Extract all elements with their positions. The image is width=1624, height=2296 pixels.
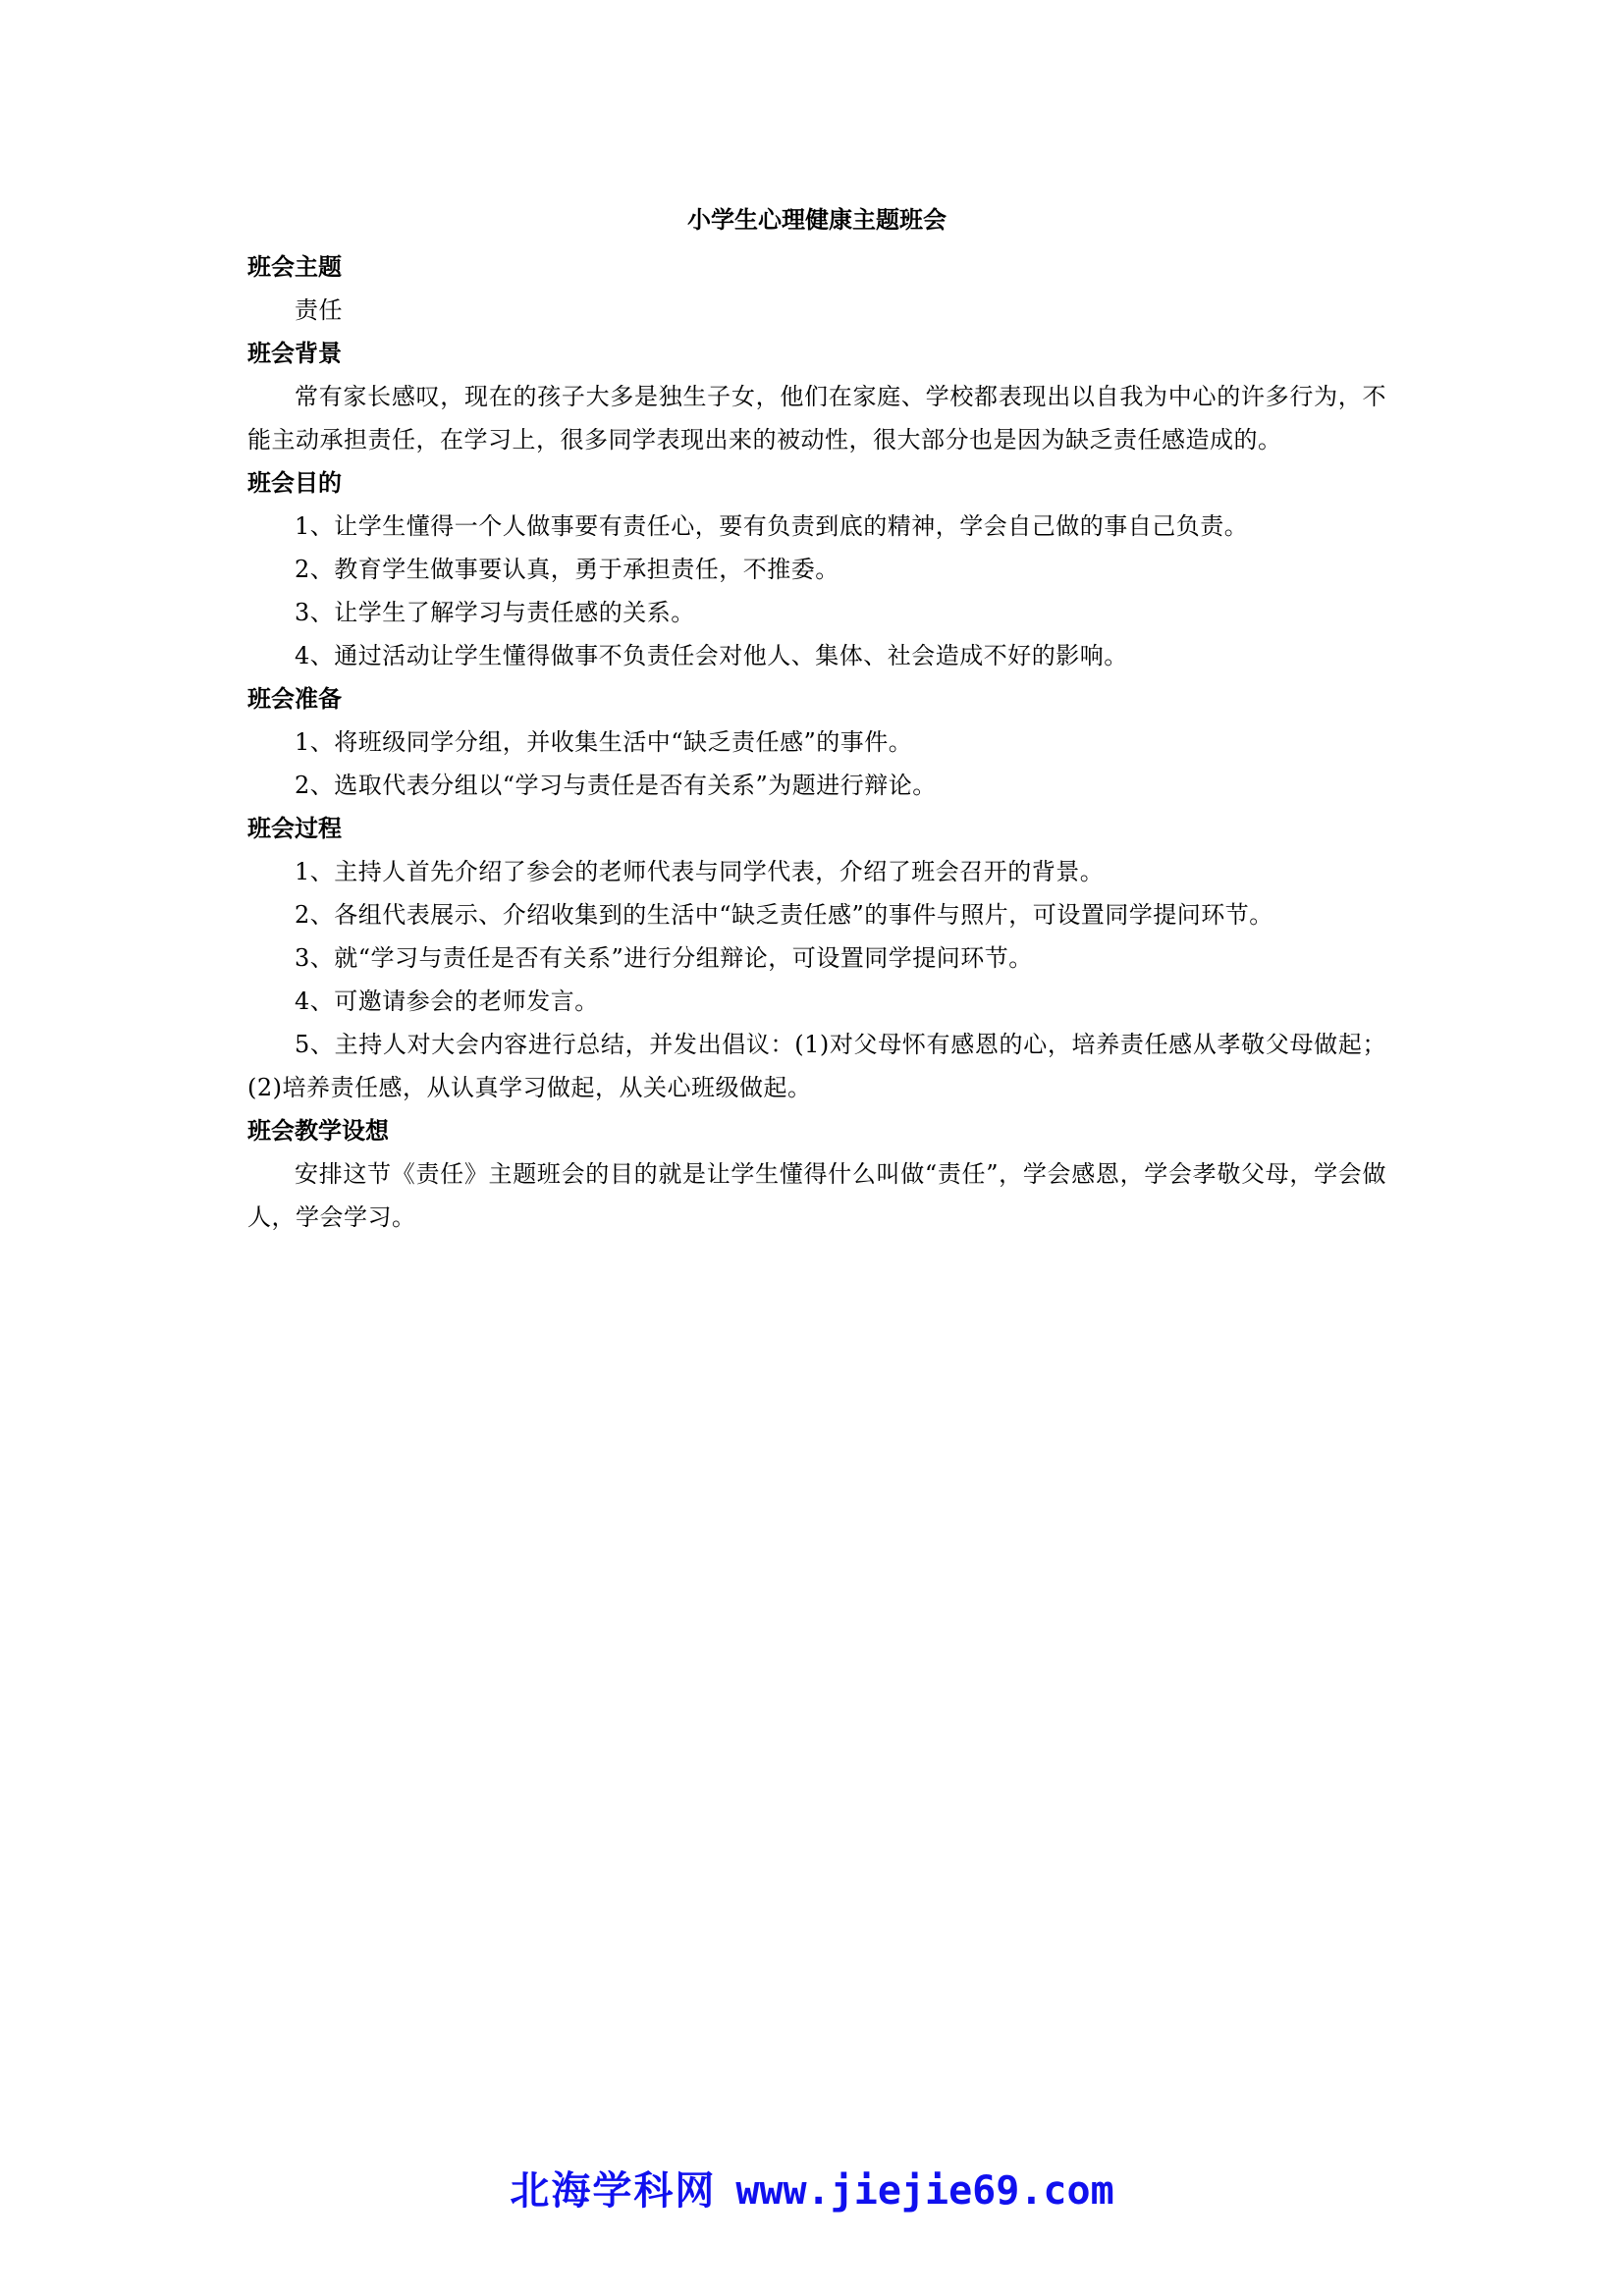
footer-url[interactable]: www.jiejie69.com xyxy=(735,2168,1114,2214)
section-theme xyxy=(247,245,1386,332)
section-paragraph: 3、让学生了解学习与责任感的关系。 xyxy=(295,599,695,626)
section-paragraph: 1、将班级同学分组，并收集生活中“缺乏责任感”的事件。 xyxy=(295,728,913,756)
section-paragraph: 1、让学生懂得一个人做事要有责任心，要有负责到底的精神，学会自己做的事自己负责。 xyxy=(295,512,1249,540)
section-purpose xyxy=(247,461,1386,677)
section-paragraph: 2、教育学生做事要认真，勇于承担责任，不推委。 xyxy=(295,556,839,583)
section-heading: 班会主题 xyxy=(247,252,342,281)
section-process xyxy=(247,807,1386,1109)
section-paragraph: 责任 xyxy=(295,296,343,324)
footer-site-name: 北海学科网 xyxy=(510,2168,717,2214)
footer-watermark xyxy=(0,2162,1624,2220)
section-paragraph: 1、主持人首先介绍了参会的老师代表与同学代表，介绍了班会召开的背景。 xyxy=(295,858,1105,885)
section-background xyxy=(247,332,1386,461)
section-paragraph: 常有家长感叹，现在的孩子大多是独生子女，他们在家庭、学校都表现出以自我为中心的许多行为，不能主动承担责任，在学习上，很多同学表现出来的被动性，很大部分也是因为缺乏责任感造成的。 xyxy=(247,383,1386,454)
section-heading: 班会背景 xyxy=(247,339,342,367)
section-teaching-idea xyxy=(247,1109,1386,1239)
document-title: 小学生心理健康主题班会 xyxy=(687,205,947,234)
section-paragraph: 3、就“学习与责任是否有关系”进行分组辩论，可设置同学提问环节。 xyxy=(295,944,1033,972)
document-body xyxy=(247,196,1386,1239)
section-heading: 班会教学设想 xyxy=(247,1116,389,1145)
section-paragraph: 5、主持人对大会内容进行总结，并发出倡议：(1)对父母怀有感恩的心，培养责任感从孝敬父母做起； (2)培养责任感，从认真学习做起，从关心班级做起。 xyxy=(247,1031,1386,1101)
section-paragraph: 4、可邀请参会的老师发言。 xyxy=(295,988,599,1015)
section-paragraph: 2、各组代表展示、介绍收集到的生活中“缺乏责任感”的事件与照片，可设置同学提问环节。 xyxy=(295,901,1273,929)
section-preparation xyxy=(247,677,1386,807)
section-heading: 班会过程 xyxy=(247,814,342,842)
section-heading: 班会准备 xyxy=(247,684,342,713)
section-paragraph: 4、通过活动让学生懂得做事不负责任会对他人、集体、社会造成不好的影响。 xyxy=(295,642,1128,669)
section-heading: 班会目的 xyxy=(247,468,342,497)
section-paragraph: 2、选取代表分组以“学习与责任是否有关系”为题进行辩论。 xyxy=(295,772,937,799)
section-paragraph: 安排这节《责任》主题班会的目的就是让学生懂得什么叫做“责任”，学会感恩，学会孝敬父母，学会做人，学会学习。 xyxy=(247,1160,1386,1231)
